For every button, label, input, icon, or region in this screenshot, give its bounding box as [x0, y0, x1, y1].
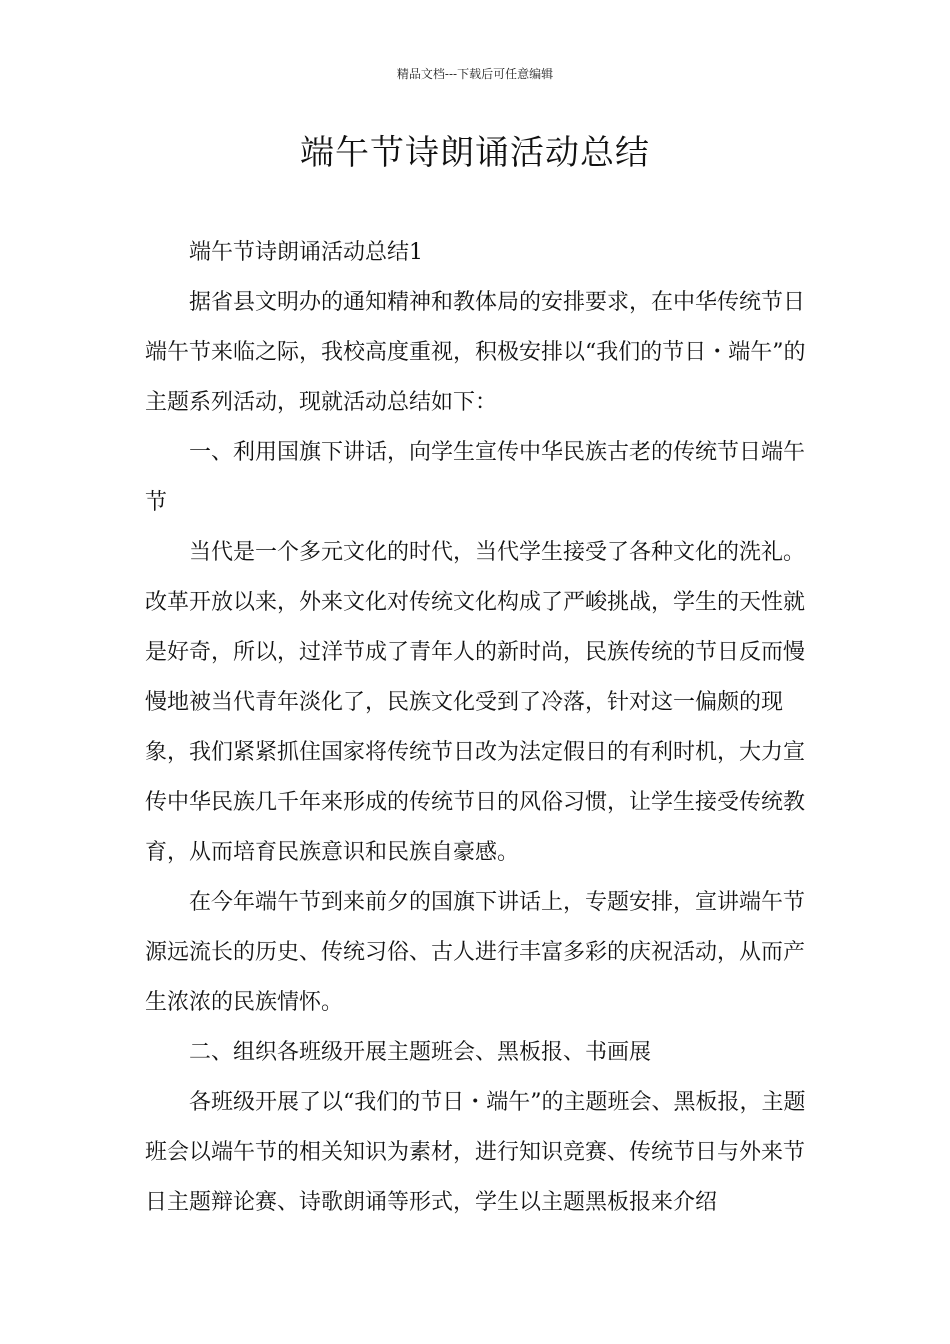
section-heading: 一、利用国旗下讲话，向学生宣传中华民族古老的传统节日端午节 — [145, 440, 806, 515]
body-paragraph: 在今年端午节到来前夕的国旗下讲话上，专题安排，宣讲端午节源远流长的历史、传统习俗、古人进行丰富多彩的庆祝活动，从而产生浓浓的民族情怀。 — [145, 890, 806, 1015]
document-title: 端午节诗朗诵活动总结 — [300, 133, 650, 173]
body-paragraph: 据省县文明办的通知精神和教体局的安排要求，在中华传统节日端午节来临之际，我校高度重视，积极安排以“我们的节日・端午”的主题系列活动，现就活动总结如下： — [145, 290, 806, 415]
header-note: 精品文档---下载后可任意编辑 — [396, 67, 554, 81]
section-heading: 端午节诗朗诵活动总结1 — [189, 240, 423, 265]
body-paragraph: 各班级开展了以“我们的节日・端午”的主题班会、黑板报，主题班会以端午节的相关知识为素材，进行知识竞赛、传统节日与外来节日主题辩论赛、诗歌朗诵等形式，学生以主题黑板报来介绍 — [145, 1090, 806, 1215]
section-heading: 二、组织各班级开展主题班会、黑板报、书画展 — [189, 1040, 652, 1065]
body-paragraph: 当代是一个多元文化的时代，当代学生接受了各种文化的洗礼。改革开放以来，外来文化对传统文化构成了严峻挑战，学生的天性就是好奇，所以，过洋节成了青年人的新时尚，民族传统的节日反而慢慢地被当代青年淡化了，民族文化受到了冷落，针对这一偏颇的现象，我们紧紧抓住国家将传统节日改为法定假日的有利时机，大力宣传中华民族几千年来形成的传统节日的风俗习惯，让学生接受传统教育，从而培育民族意识和民族自豪感。 — [145, 540, 806, 865]
document-body — [145, 228, 825, 1228]
